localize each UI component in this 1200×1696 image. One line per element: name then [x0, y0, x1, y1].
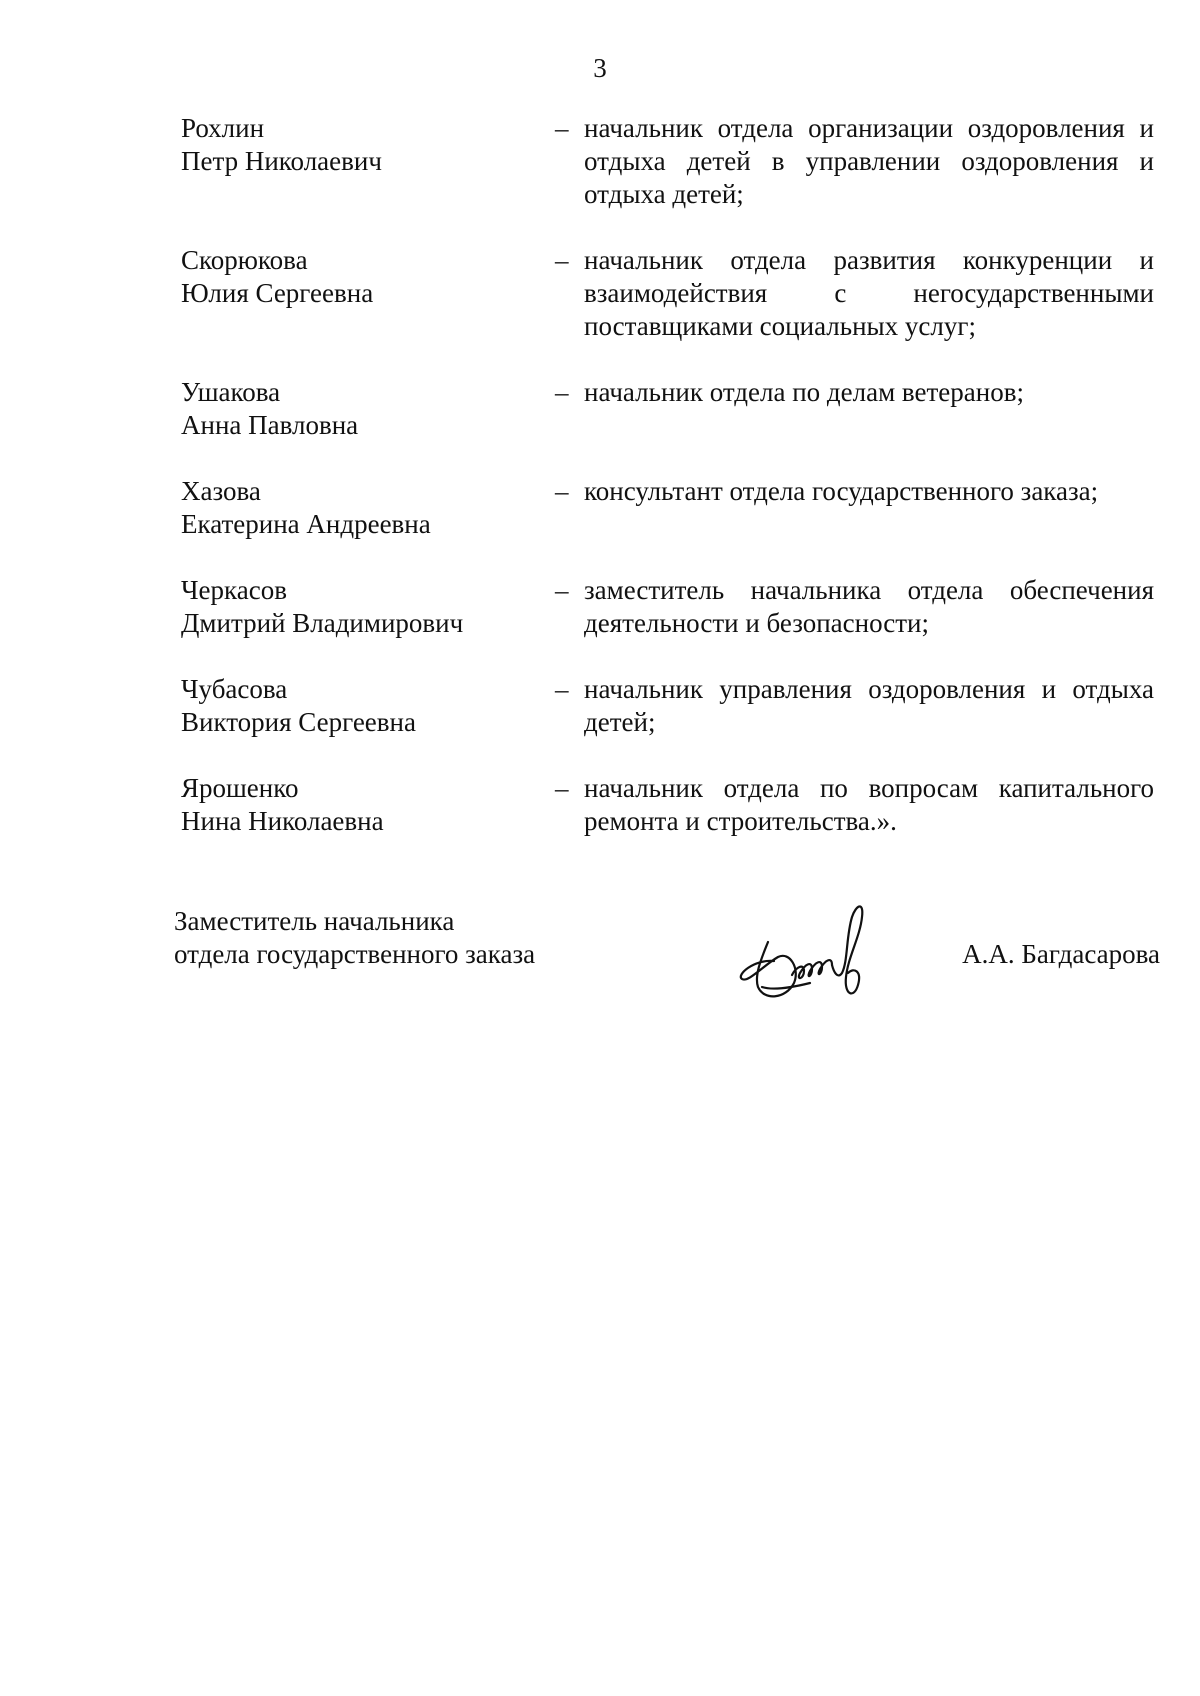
signature-block [174, 905, 1160, 1015]
dash-separator: – [555, 575, 569, 605]
dash-separator: – [555, 674, 569, 704]
list-item [181, 574, 1161, 640]
list-item [181, 376, 1161, 442]
member-given-names: Дмитрий Владимирович [181, 608, 464, 638]
member-surname: Хазова [181, 476, 261, 506]
list-item [181, 772, 1161, 838]
member-name [181, 475, 541, 541]
page-number: 3 [593, 53, 607, 83]
member-surname: Скорюкова [181, 245, 308, 275]
dash-separator: – [555, 773, 569, 803]
member-name [181, 673, 541, 739]
member-name [181, 376, 541, 442]
member-surname: Ярошенко [181, 773, 299, 803]
member-role: начальник отдела по делам ветеранов; [584, 377, 1024, 407]
member-given-names: Юлия Сергеевна [181, 278, 374, 308]
member-name [181, 772, 541, 838]
signer-name: А.А. Багдасарова [962, 939, 1160, 969]
member-given-names: Виктория Сергеевна [181, 707, 416, 737]
list-item [181, 112, 1161, 211]
signer-position-line: Заместитель начальника [174, 906, 455, 936]
member-role: консультант отдела государственного заказа; [584, 476, 1099, 506]
member-given-names: Петр Николаевич [181, 146, 382, 176]
member-role: заместитель начальника отдела обеспечения деятельности и безопасности; [584, 575, 1154, 638]
member-name [181, 244, 541, 310]
member-name [181, 112, 541, 178]
member-given-names: Екатерина Андреевна [181, 509, 431, 539]
handwritten-signature [734, 887, 884, 1017]
list-item [181, 673, 1161, 739]
member-given-names: Анна Павловна [181, 410, 359, 440]
member-role: начальник отдела организации оздоровления и отдыха детей в управлении оздоровления и отдыха детей; [584, 113, 1154, 209]
list-item [181, 244, 1161, 343]
list-item [181, 475, 1161, 541]
member-role: начальник отдела по вопросам капитального ремонта и строительства.». [584, 773, 1154, 836]
member-surname: Рохлин [181, 113, 265, 143]
member-given-names: Нина Николаевна [181, 806, 384, 836]
dash-separator: – [555, 113, 569, 143]
signer-position-line: отдела государственного заказа [174, 939, 536, 969]
member-surname: Чубасова [181, 674, 288, 704]
member-role: начальник отдела развития конкуренции и взаимодействия с негосударственными поставщиками социальных услуг; [584, 245, 1154, 341]
member-surname: Черкасов [181, 575, 287, 605]
signer-position [174, 905, 535, 971]
member-surname: Ушакова [181, 377, 281, 407]
member-list [181, 112, 1161, 871]
dash-separator: – [555, 476, 569, 506]
dash-separator: – [555, 245, 569, 275]
dash-separator: – [555, 377, 569, 407]
member-name [181, 574, 541, 640]
member-role: начальник управления оздоровления и отдыха детей; [584, 674, 1154, 737]
